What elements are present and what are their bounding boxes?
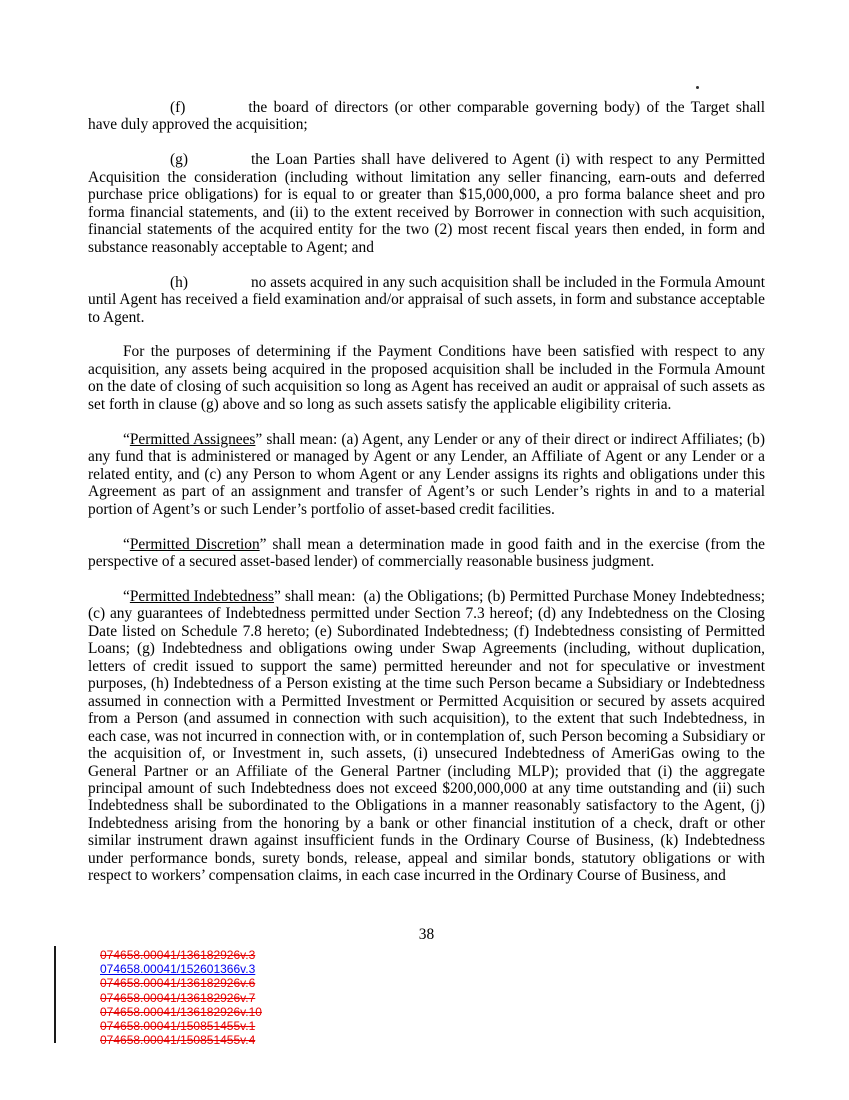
- clause-label: (f): [170, 99, 186, 116]
- footer-doc-id-deleted: 074658.00041/136182926v.7: [100, 990, 256, 1005]
- defined-term: Permitted Indebtedness: [129, 587, 275, 605]
- footer-doc-id-deleted: 074658.00041/136182926v.3: [100, 948, 256, 962]
- clause-text: no assets acquired in any such acquisition shall be included in the Formula Amount until Agent has received a field examination and/or appraisal of such assets, in form and substance acceptable to Agent.: [88, 273, 765, 326]
- definition-text: ” shall mean: (a) Agent, any Lender or any of their direct or indirect Affiliates; (b) any fund that is administered or managed by Agent or any Lender, an Affiliate of Agent or any Lender or a related entity, and (c) any Person to whom Agent or any Lender assigns its rights and obligations under this Agreement as part of an assignment and transfer of Agent’s or such Lender’s rights in and to a material portion of Agent’s or such Lender’s portfolio of asset-based credit facilities.: [88, 430, 765, 518]
- document-body: [88, 99, 765, 902]
- footer-doc-id-deleted: 074658.00041/150851455v.4: [100, 1033, 256, 1048]
- definition-paragraph: “Permitted Discretion” shall mean a determination made in good faith and in the exercise (from the perspective of a secured asset-based lender) of commercially reasonable business judgment.: [88, 535, 765, 571]
- defined-term: Permitted Discretion: [129, 535, 260, 553]
- clause-text: the Loan Parties shall have delivered to Agent (i) with respect to any Permitted Acquisition the consideration (including without limitation any seller financing, earn-outs and deferred purchase price obligations) for is equal to or greater than $15,000,000, a pro forma balance sheet and pro forma financial statements, and (ii) to the extent received by Borrower in connection with such acquisition, financial statements of the acquired entity for the two (2) most recent fiscal years then ended, in form and substance reasonably acceptable to Agent; and: [88, 151, 765, 256]
- footer-doc-id-deleted: 074658.00041/136182926v.6: [100, 976, 256, 991]
- clause-paragraph-h: [88, 274, 765, 326]
- footer-doc-id-deleted: 074658.00041/150851455v.1: [100, 1019, 256, 1034]
- body-paragraph: For the purposes of determining if the Payment Conditions have been satisfied with respect to any acquisition, any assets being acquired in the proposed acquisition shall be included in the Formula Amount on the date of closing of such acquisition so long as Agent has received an audit or appraisal of such assets as set forth in clause (g) above and so long as such assets satisfy the applicable eligibility criteria.: [88, 343, 765, 413]
- defined-term: Permitted Assignees: [129, 430, 256, 448]
- definition-paragraph: “Permitted Indebtedness” shall mean: (a) the Obligations; (b) Permitted Purchase Money Indebtedness; (c) any guarantees of Indebtedness permitted under Section 7.3 hereof; (d) any Indebtedness on the Closing Date listed on Schedule 7.8 hereto; (e) Subordinated Indebtedness; (f) Indebtedness consisting of Permitted Loans; (g) Indebtedness and obligations owing under Swap Agreements (including, without duplication, letters of credit issued to support the same) permitted hereunder and not for speculative or investment purposes, (h) Indebtedness of a Person existing at the time such Person became a Subsidiary or Indebtedness assumed in connection with a Permitted Investment or Permitted Acquisition or secured by assets acquired from a Person (and assumed in connection with such acquisition), to the extent that such Indebtedness, in each case, was not incurred in connection with, or in contemplation of, such Person becoming a Subsidiary or the acquisition of, or Investment in, such assets, (i) unsecured Indebtedness of AmeriGas owing to the General Partner or an Affiliate of the General Partner (including MLP); provided that (i) the aggregate principal amount of such Indebtedness does not exceed $200,000,000 at any time outstanding and (ii) such Indebtedness shall be subordinated to the Obligations in a manner reasonably satisfactory to the Agent, (j) Indebtedness arising from the honoring by a bank or other financial institution of a check, draft or other similar instrument drawn against insufficient funds in the Ordinary Course of Business, (k) Indebtedness under performance bonds, surety bonds, release, appeal and similar bonds, statutory obligations or with respect to workers’ compensation claims, in each case incurred in the Ordinary Course of Business, and: [88, 587, 765, 885]
- definition-text: ” shall mean a determination made in good faith and in the exercise (from the perspective of a secured asset-based lender) of commercially reasonable business judgment.: [88, 535, 765, 571]
- footer-doc-ids: [100, 948, 262, 1047]
- clause-paragraph-g: [88, 151, 765, 256]
- footer-doc-id-deleted: 074658.00041/136182926v.10: [100, 1004, 262, 1019]
- clause-label: (h): [170, 273, 188, 291]
- definition-text: ” shall mean: (a) the Obligations; (b) Permitted Purchase Money Indebtedness; (c) any guarantees of Indebtedness permitted under Section 7.3 hereof; (d) any Indebtedness on the Closing Date listed on Schedule 7.8 hereto; (e) Subordinated Indebtedness; (f) Indebtedness consisting of Permitted Loans; (g) Indebtedness and obligations owing under Swap Agreements (including, without duplication, letters of credit issued to support the same) permitted hereunder and not for speculative or investment purposes, (h) Indebtedness of a Person existing at the time such Person became a Subsidiary or Indebtedness assumed in connection with a Permitted Investment or Permitted Acquisition or secured by assets acquired from a Person (and assumed in connection with such acquisition), to the extent that such Indebtedness, in each case, was not incurred in connection with, or in contemplation of, such Person becoming a Subsidiary or the acquisition of, or Investment in, such assets, (i) unsecured Indebtedness of AmeriGas owing to the General Partner or an Affiliate of the General Partner (including MLP); provided that (i) the aggregate principal amount of such Indebtedness does not exceed $200,000,000 at any time outstanding and (ii) such Indebtedness shall be subordinated to the Obligations in a manner reasonably satisfactory to the Agent, (j) Indebtedness arising from the honoring by a bank or other financial institution of a check, draft or other similar instrument drawn against insufficient funds in the Ordinary Course of Business, (k) Indebtedness under performance bonds, surety bonds, release, appeal and similar bonds, statutory obligations or with respect to workers’ compensation claims, in each case incurred in the Ordinary Course of Business, and: [88, 587, 765, 885]
- clause-paragraph-f: [88, 99, 765, 134]
- stray-mark: [696, 86, 699, 89]
- page-number: 38: [418, 926, 435, 943]
- footer-doc-id-current: 074658.00041/152601366v.3: [100, 962, 256, 977]
- clause-text: the board of directors (or other comparable governing body) of the Target shall have duly approved the acquisition;: [88, 99, 765, 134]
- clause-label: (g): [170, 151, 188, 169]
- change-bar: [54, 946, 56, 1043]
- definition-paragraph: “Permitted Assignees” shall mean: (a) Agent, any Lender or any of their direct or indirect Affiliates; (b) any fund that is administered or managed by Agent or any Lender, an Affiliate of Agent or any Lender or a related entity, and (c) any Person to whom Agent or any Lender assigns its rights and obligations under this Agreement as part of an assignment and transfer of Agent’s or such Lender’s rights in and to a material portion of Agent’s or such Lender’s portfolio of asset-based credit facilities.: [88, 430, 765, 518]
